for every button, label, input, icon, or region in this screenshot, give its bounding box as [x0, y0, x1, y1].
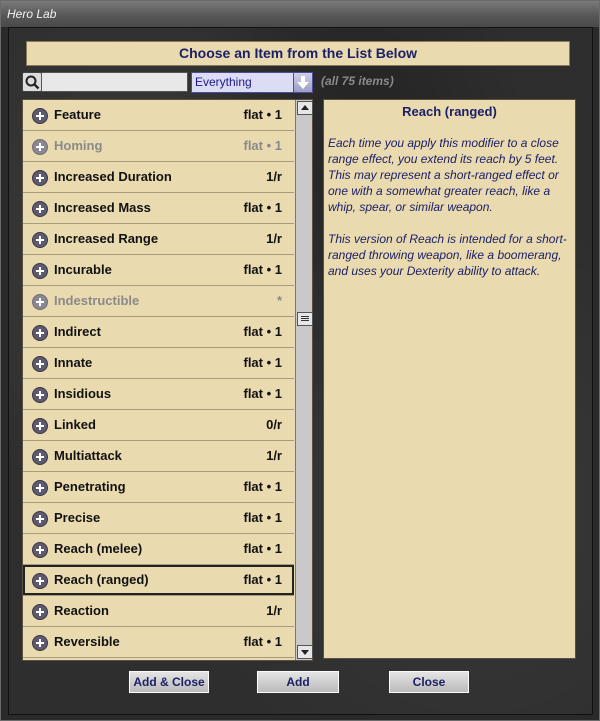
item-name: Increased Duration	[54, 169, 172, 184]
item-cost: 1/r	[266, 169, 282, 184]
list-item[interactable]	[23, 441, 294, 472]
plus-icon[interactable]	[32, 294, 48, 310]
add-button[interactable]: Add	[256, 670, 340, 694]
item-name: Reach (melee)	[54, 541, 143, 556]
plus-icon[interactable]	[32, 263, 48, 279]
description-paragraph: Each time you apply this modifier to a close range effect, you extend its reach by 5 feet. This may represent a short-ranged effect or one with a somewhat greater reach, like a whip, spear, or similar weapon.	[328, 136, 559, 214]
item-list	[23, 100, 294, 660]
item-cost: 0/r	[266, 417, 282, 432]
list-item[interactable]	[23, 193, 294, 224]
item-name: Increased Range	[54, 231, 159, 246]
item-cost: flat • 1	[243, 262, 282, 277]
item-name: Reach (ranged)	[54, 572, 149, 587]
plus-icon[interactable]	[32, 232, 48, 248]
list-item[interactable]	[23, 286, 294, 317]
item-cost: flat • 1	[243, 386, 282, 401]
item-name: Multiattack	[54, 448, 122, 463]
list-item[interactable]	[23, 472, 294, 503]
item-cost: *	[276, 293, 282, 308]
plus-icon[interactable]	[32, 604, 48, 620]
list-item[interactable]	[23, 255, 294, 286]
list-item[interactable]	[23, 627, 294, 658]
filter-dropdown-button[interactable]	[293, 73, 312, 92]
item-cost: flat • 1	[243, 107, 282, 122]
item-cost: flat • 1	[243, 479, 282, 494]
description-title: Reach (ranged)	[402, 104, 497, 119]
list-item[interactable]	[23, 224, 294, 255]
item-name: Insidious	[54, 386, 112, 401]
item-cost: 1/r	[266, 603, 282, 618]
scroll-up-button[interactable]	[297, 101, 313, 115]
plus-icon[interactable]	[32, 542, 48, 558]
plus-icon[interactable]	[32, 356, 48, 372]
filter-selected-value: Everything	[195, 75, 252, 89]
plus-icon[interactable]	[32, 511, 48, 527]
item-cost: 1/r	[266, 231, 282, 246]
item-count: (all 75 items)	[321, 74, 394, 88]
item-name: Feature	[54, 107, 101, 122]
list-item[interactable]	[23, 565, 294, 596]
arrow-down-icon	[294, 73, 312, 92]
plus-icon[interactable]	[32, 387, 48, 403]
item-list-frame	[22, 99, 313, 661]
search-input[interactable]	[41, 72, 188, 92]
description-panel	[323, 99, 576, 659]
filter-select[interactable]	[191, 72, 313, 93]
item-name: Penetrating	[54, 479, 126, 494]
plus-icon[interactable]	[32, 480, 48, 496]
list-item[interactable]	[23, 534, 294, 565]
plus-icon[interactable]	[32, 449, 48, 465]
title-bar[interactable]	[1, 1, 599, 27]
plus-icon[interactable]	[32, 635, 48, 651]
item-name: Indirect	[54, 324, 101, 339]
plus-icon[interactable]	[32, 139, 48, 155]
item-cost: flat • 1	[243, 634, 282, 649]
item-name: Reversible	[54, 634, 120, 649]
instruction-header: Choose an Item from the List Below	[26, 41, 570, 66]
item-name: Reaction	[54, 603, 109, 618]
close-button[interactable]: Close	[388, 670, 470, 694]
triangle-down-icon	[298, 646, 312, 658]
item-cost: flat • 1	[243, 324, 282, 339]
description-text	[328, 135, 573, 295]
list-item[interactable]	[23, 317, 294, 348]
item-name: Indestructible	[54, 293, 140, 308]
item-name: Innate	[54, 355, 93, 370]
search-icon	[23, 73, 41, 91]
list-item[interactable]	[23, 503, 294, 534]
item-cost: 1/r	[266, 448, 282, 463]
search-button[interactable]	[22, 72, 42, 92]
plus-icon[interactable]	[32, 201, 48, 217]
list-item[interactable]	[23, 100, 294, 131]
scroll-down-button[interactable]	[297, 645, 313, 659]
item-cost: flat • 1	[243, 138, 282, 153]
plus-icon[interactable]	[32, 573, 48, 589]
item-cost: flat • 1	[243, 355, 282, 370]
item-name: Increased Mass	[54, 200, 151, 215]
plus-icon[interactable]	[32, 170, 48, 186]
list-item[interactable]	[23, 410, 294, 441]
list-item[interactable]	[23, 131, 294, 162]
list-item[interactable]	[23, 379, 294, 410]
item-name: Homing	[54, 138, 103, 153]
list-item[interactable]	[23, 596, 294, 627]
scrollbar[interactable]	[295, 100, 312, 660]
item-cost: flat • 1	[243, 572, 282, 587]
list-item[interactable]	[23, 348, 294, 379]
list-item[interactable]	[23, 162, 294, 193]
item-cost: flat • 1	[243, 200, 282, 215]
item-cost: flat • 1	[243, 541, 282, 556]
plus-icon[interactable]	[32, 418, 48, 434]
item-cost: flat • 1	[243, 510, 282, 525]
item-name: Linked	[54, 417, 96, 432]
item-name: Precise	[54, 510, 101, 525]
plus-icon[interactable]	[32, 325, 48, 341]
triangle-up-icon	[298, 102, 312, 114]
description-paragraph: This version of Reach is intended for a short-ranged throwing weapon, like a boomerang, and uses your Dexterity ability to attack.	[328, 232, 567, 278]
item-name: Incurable	[54, 262, 112, 277]
scrollbar-thumb[interactable]	[297, 312, 313, 326]
window-title: Hero Lab	[7, 7, 57, 21]
plus-icon[interactable]	[32, 108, 48, 124]
add-close-button[interactable]: Add & Close	[128, 670, 210, 694]
